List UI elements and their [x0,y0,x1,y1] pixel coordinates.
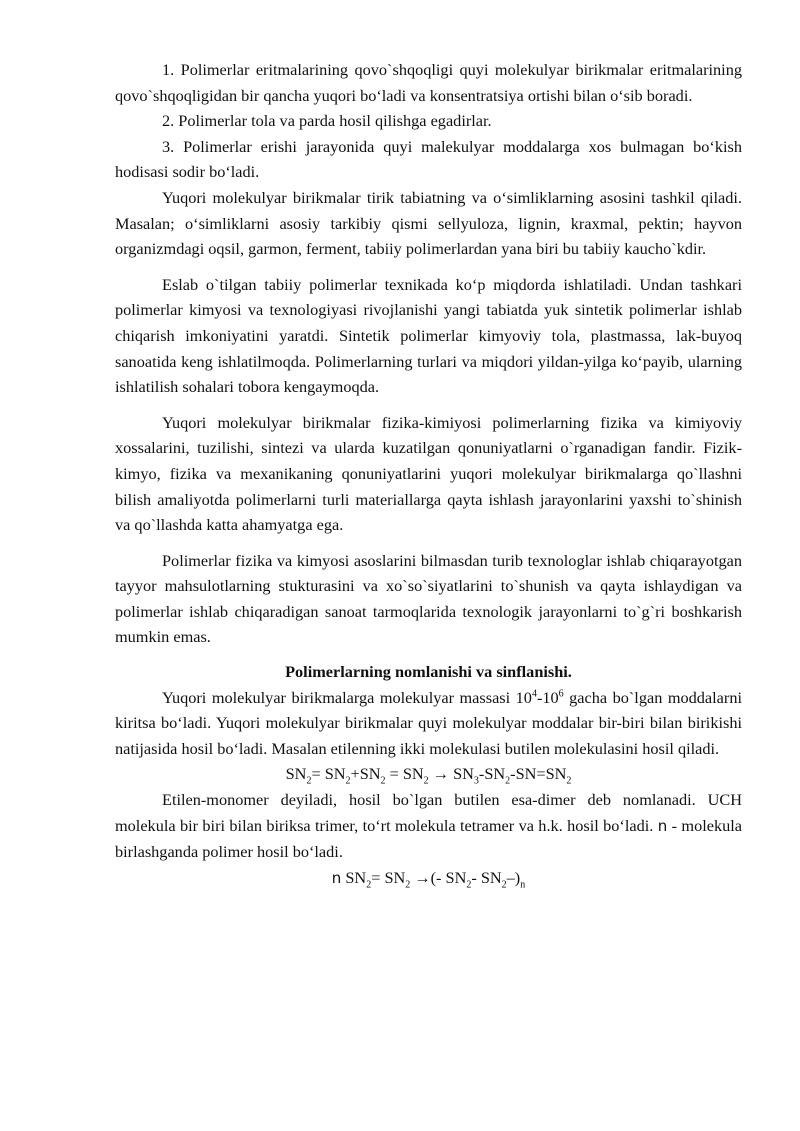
paragraph-6: Yuqori molekulyar birikmalar fizika-kimiyosi polimerlarning fizika va kimiyoviy xossalarini, tuzilishi, sintezi va ularda kuzatilgan qonuniyatlarni o`rganadigan fandir. Fizik- kimyo, fizika va mexanikaning qonuniyatlarini yuqori molekulyar birikmalarga qo`llashni bilish amaliyotda polimerlarni turli materiallarga qayta ishlash jarayonlarini yaxshi to`shinish va qo`llashda katta ahamyatga ega. [115,412,742,535]
formula-term: –) [506,867,521,887]
paragraph-8-mid: -10 [536,687,559,707]
formula-term: →(- SN [410,867,467,887]
formula-subscript: 3 [473,775,479,787]
paragraph-5: Eslab o`tilgan tabiiy polimerlar texnikada ko‘p miqdorda ishlatiladi. Undan tashkari polimerlar kimyosi va texnologiyasi rivojlanishi yangi tabiatda yuk sintetik polimerlar ishlab chiqarish imkoniyatini yaratdi. Sintetik polimerlar kimyoviy tola, plastmassa, lak-buyoq sanoatida keng ishlatilmoqda. Polimerlarning turlari va miqdori yildan-yilga ko‘payib, ularning ishlatilish sohalari tobora kengaymoqda. [115,274,742,397]
formula-term: = SN [371,867,406,887]
paragraph-9-text: Etilen-monomer deyiladi, hosil bo`lgan butilen esa-dimer deb nomlanadi. UCH molekula bir biri bilan biriksa trimer, to‘rt molekula tetramer va h.k. hosil bo‘ladi. [115,790,742,835]
formula-subscript: 2 [423,775,429,787]
formula-dimerization [115,761,742,787]
paragraph-2: 2. Polimerlar tola va parda hosil qilishga egadirlar. [162,111,492,131]
section-heading: Polimerlarning nomlanishi va sinflanishi. [285,662,572,682]
formula-subscript: 2 [501,879,507,891]
exponent-4: 4 [531,688,537,700]
document-body [115,57,742,891]
formula-subscript: 2 [505,775,511,787]
formula-subscript: 2 [366,879,372,891]
formula-subscript: 2 [405,879,411,891]
formula-term: - SN [471,867,502,887]
formula-term: = SN [385,764,424,784]
formula-subscript: 2 [466,879,472,891]
paragraph-3: 3. Polimerlar erishi jarayonida quyi malekulyar moddalarga xos bulmagan bo‘kish hodisasi sodir bo‘ladi. [115,136,742,182]
formula-term: -SN [478,764,506,784]
formula-term: → SN [428,764,474,784]
formula-subscript: n [520,879,526,891]
paragraph-7: Polimerlar fizika va kimyosi asoslarini bilmasdan turib texnologlar ishlab chiqarayotgan tayyor mahsulotlarning stukturasini va xo`so`siyatlarini to`shunish va qayta ishlaydigan va polimerlar ishlab chiqaradigan sanoat tarmoqlarida texnologik jarayonlarni to`g`ri boshkarish mumkin emas. [115,550,742,647]
formula-polymerization [115,865,742,892]
formula-subscript: 2 [306,775,312,787]
exponent-6: 6 [558,688,564,700]
formula-subscript: 2 [380,775,386,787]
paragraph-8-before: Yuqori molekulyar birikmalarga molekulyar massasi 10 [162,687,532,707]
formula-subscript: 2 [345,775,351,787]
formula-term: SN [285,764,307,784]
variable-n: n [657,816,668,835]
formula-term: = SN [311,764,346,784]
formula-subscript: 2 [566,775,572,787]
formula-term: SN [341,867,367,887]
paragraph-9-after: - molekula birlashganda polimer hosil bo‘ladi. [115,815,742,862]
paragraph-9 [115,787,742,865]
paragraph-1: 1. Polimerlar eritmalarining qovo`shqoqligi quyi molekulyar birikmalar eritmalarining qovo`shqoqligidan bir qancha yuqori bo‘ladi va konsentratsiya ortishi bilan o‘sib boradi. [115,60,742,105]
formula-term: -SN=SN [510,764,567,784]
paragraph-8-after: gacha bo`lgan moddalarni kiritsa bo‘ladi. Yuqori molekulyar birikmalar quyi molekulyar moddalar bir-biri bilan birikishi natijasida hosil bo‘ladi. Masalan etilenning ikki molekulasi butilen molekulasini hosil qiladi. [115,687,742,758]
paragraph-4: Yuqori molekulyar birikmalar tirik tabiatning va o‘simliklarning asosini tashkil qiladi. Masalan; o‘simliklarni asosiy tarkibiy qismi sellyuloza, lignin, kraxmal, pektin; hayvon organizmdagi oqsil, garmon, ferment, tabiiy polimerlardan yana biri bu tabiiy kaucho`kdir. [115,187,742,259]
formula-term: +SN [350,764,381,784]
variable-n: n [331,868,342,887]
paragraph-8 [115,685,742,762]
